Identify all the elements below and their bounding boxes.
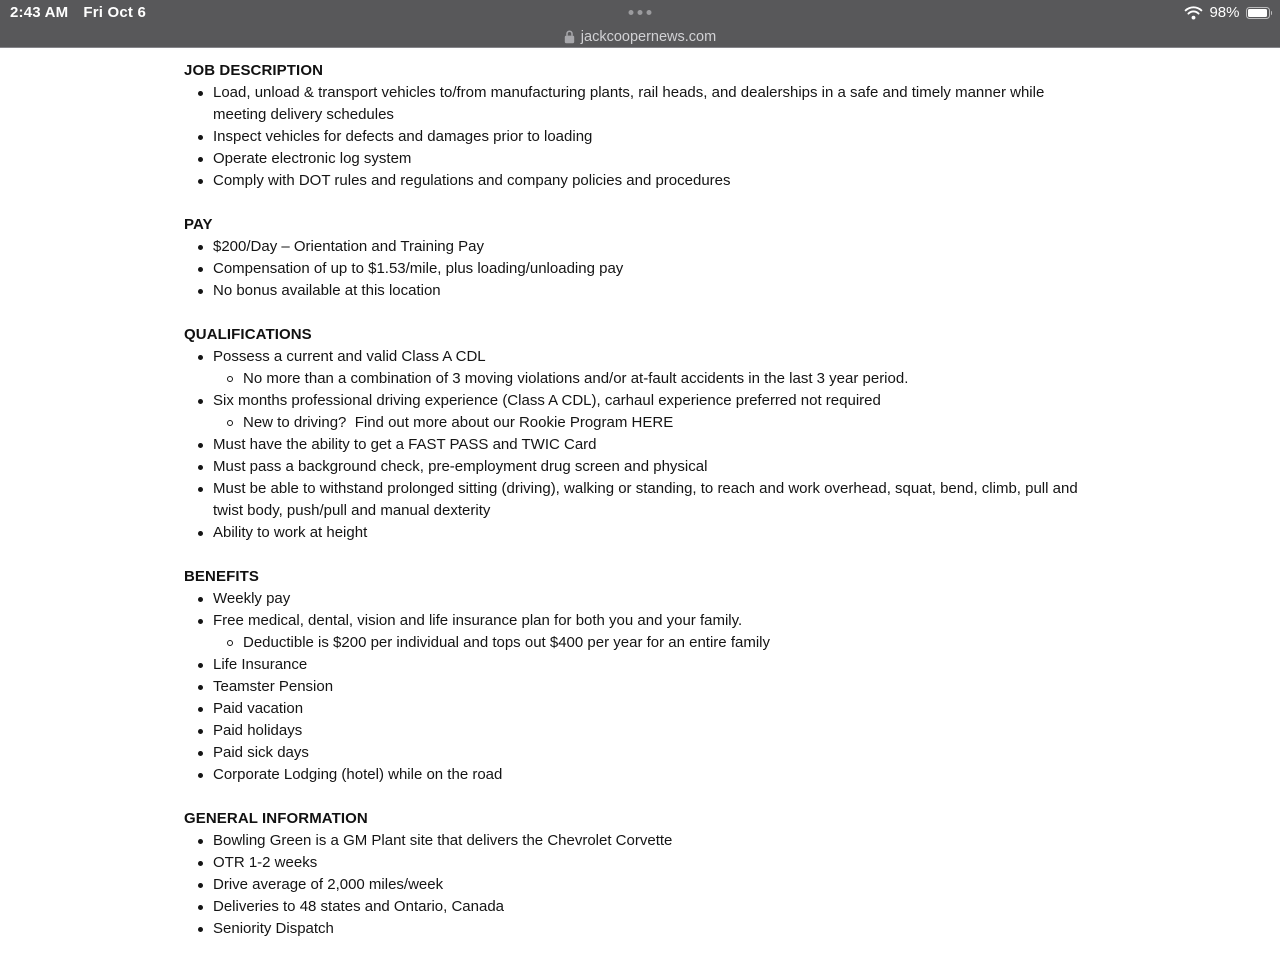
- list-item: [184, 676, 1260, 698]
- list-item-text: Deductible is $200 per individual and tops out $400 per year for an entire family: [243, 634, 770, 651]
- section-heading: GENERAL INFORMATION: [184, 810, 368, 827]
- list-item: [184, 764, 1260, 786]
- list-item: [184, 148, 1260, 170]
- browser-chrome: [0, 0, 1280, 48]
- list-item: [184, 434, 1260, 456]
- list-item-text: Corporate Lodging (hotel) while on the road: [213, 766, 503, 783]
- list-item-text: Life Insurance: [213, 656, 308, 673]
- document-section: [184, 214, 1260, 302]
- list-item-text: No more than a combination of 3 moving violations and/or at-fault accidents in the last 3 year period.: [243, 370, 909, 387]
- page-content: [0, 48, 1280, 940]
- bullet-disc-icon: [198, 531, 203, 536]
- document-section: [184, 324, 1260, 544]
- list-item: [184, 170, 1260, 192]
- section-heading: QUALIFICATIONS: [184, 326, 312, 343]
- bullet-disc-icon: [198, 289, 203, 294]
- status-time: 2:43 AM: [10, 4, 69, 21]
- list-item: [184, 368, 1260, 390]
- list-item: [184, 742, 1260, 764]
- bullet-disc-icon: [198, 729, 203, 734]
- list-item-text: Compensation of up to $1.53/mile, plus loading/unloading pay: [213, 260, 624, 277]
- section-heading: PAY: [184, 216, 213, 233]
- list-item: [184, 522, 1260, 544]
- list-item-text: Must pass a background check, pre-employment drug screen and physical: [213, 458, 708, 475]
- bullet-disc-icon: [198, 883, 203, 888]
- document-section: [184, 60, 1260, 192]
- bullet-disc-icon: [198, 927, 203, 932]
- list-item: [184, 280, 1260, 302]
- list-item-text: Paid sick days: [213, 744, 309, 761]
- bullet-disc-icon: [198, 861, 203, 866]
- list-item-text: Deliveries to 48 states and Ontario, Canada: [213, 898, 504, 915]
- bullet-disc-icon: [198, 399, 203, 404]
- section-heading: JOB DESCRIPTION: [184, 62, 324, 79]
- list-item: [184, 918, 1260, 940]
- bullet-disc-icon: [198, 619, 203, 624]
- list-item-text: Drive average of 2,000 miles/week: [213, 876, 444, 893]
- list-item-text: $200/Day – Orientation and Training Pay: [213, 238, 485, 255]
- bullet-circle-icon: [227, 376, 233, 382]
- bullet-circle-icon: [227, 640, 233, 646]
- bullet-circle-icon: [227, 420, 233, 426]
- document-section: [184, 808, 1260, 940]
- list-item: [184, 390, 1260, 412]
- list-item: [184, 698, 1260, 720]
- list-item-text: Comply with DOT rules and regulations and company policies and procedures: [213, 172, 731, 189]
- address-bar[interactable]: [0, 26, 1280, 48]
- list-item: [184, 456, 1260, 478]
- list-item: [184, 478, 1260, 522]
- list-item-text: Free medical, dental, vision and life insurance plan for both you and your family.: [213, 612, 743, 629]
- list-item-text: OTR 1-2 weeks: [213, 854, 318, 871]
- lock-icon: [564, 30, 575, 44]
- list-item-text: Possess a current and valid Class A CDL: [213, 348, 486, 365]
- bullet-disc-icon: [198, 179, 203, 184]
- list-item-text: New to driving? Find out more about our Rookie Program HERE: [243, 414, 674, 431]
- list-item-text: Ability to work at height: [213, 524, 368, 541]
- bullet-disc-icon: [198, 751, 203, 756]
- list-item: [184, 236, 1260, 258]
- list-item-text: No bonus available at this location: [213, 282, 441, 299]
- list-item: [184, 610, 1260, 632]
- list-item-text: Paid vacation: [213, 700, 304, 717]
- bullet-disc-icon: [198, 839, 203, 844]
- dot-icon: [629, 10, 634, 15]
- battery-icon: [1246, 7, 1273, 19]
- section-heading: BENEFITS: [184, 568, 259, 585]
- bullet-disc-icon: [198, 773, 203, 778]
- job-posting-document: [184, 60, 1260, 940]
- bullet-disc-icon: [198, 597, 203, 602]
- list-item-text: Operate electronic log system: [213, 150, 412, 167]
- list-item: [184, 874, 1260, 896]
- bullet-disc-icon: [198, 685, 203, 690]
- multitasking-dots-icon[interactable]: [629, 10, 652, 15]
- list-item: [184, 830, 1260, 852]
- list-item-text: Load, unload & transport vehicles to/from manufacturing plants, rail heads, and dealerships in a safe and timely manner while meeting delivery schedules: [213, 84, 1049, 123]
- list-item: [184, 632, 1260, 654]
- wifi-icon: [1184, 6, 1203, 20]
- battery-percent: 98%: [1209, 4, 1240, 21]
- list-item: [184, 588, 1260, 610]
- list-item: [184, 258, 1260, 280]
- bullet-disc-icon: [198, 135, 203, 140]
- list-item-text: Six months professional driving experience (Class A CDL), carhaul experience preferred not required: [213, 392, 881, 409]
- document-section: [184, 566, 1260, 786]
- bullet-disc-icon: [198, 465, 203, 470]
- bullet-disc-icon: [198, 663, 203, 668]
- status-date: Fri Oct 6: [83, 4, 147, 21]
- list-item-text: Teamster Pension: [213, 678, 334, 695]
- list-item-text: Must have the ability to get a FAST PASS and TWIC Card: [213, 436, 597, 453]
- list-item: [184, 412, 1260, 434]
- dot-icon: [638, 10, 643, 15]
- bullet-disc-icon: [198, 355, 203, 360]
- bullet-disc-icon: [198, 245, 203, 250]
- bullet-disc-icon: [198, 157, 203, 162]
- bullet-disc-icon: [198, 707, 203, 712]
- list-item: [184, 346, 1260, 368]
- url-text: jackcoopernews.com: [580, 29, 717, 45]
- bullet-disc-icon: [198, 443, 203, 448]
- list-item: [184, 852, 1260, 874]
- status-bar: [0, 0, 1280, 26]
- list-item-text: Paid holidays: [213, 722, 303, 739]
- dot-icon: [647, 10, 652, 15]
- list-item: [184, 896, 1260, 918]
- bullet-disc-icon: [198, 267, 203, 272]
- list-item: [184, 82, 1260, 126]
- bullet-disc-icon: [198, 905, 203, 910]
- list-item-text: Seniority Dispatch: [213, 920, 334, 937]
- list-item: [184, 654, 1260, 676]
- list-item-text: Inspect vehicles for defects and damages prior to loading: [213, 128, 593, 145]
- list-item: [184, 126, 1260, 148]
- list-item-text: Must be able to withstand prolonged sitting (driving), walking or standing, to reach and work overhead, squat, bend, climb, pull and twist body, push/pull and manual dexterity: [213, 480, 1082, 519]
- list-item: [184, 720, 1260, 742]
- bullet-disc-icon: [198, 91, 203, 96]
- list-item-text: Weekly pay: [213, 590, 291, 607]
- list-item-text: Bowling Green is a GM Plant site that delivers the Chevrolet Corvette: [213, 832, 673, 849]
- bullet-disc-icon: [198, 487, 203, 492]
